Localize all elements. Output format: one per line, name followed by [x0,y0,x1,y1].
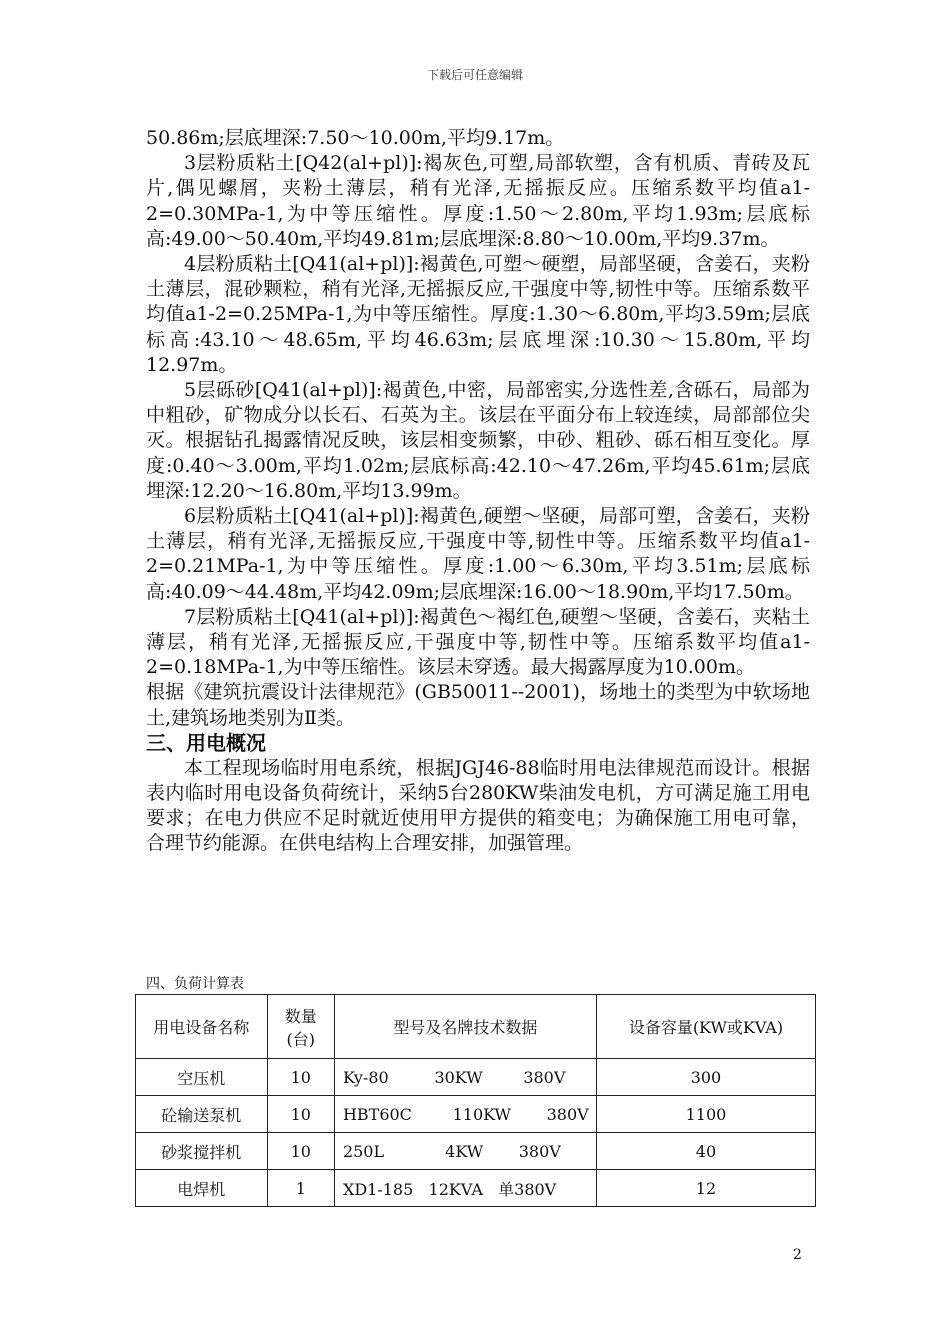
cell-quantity: 10 [267,1096,334,1133]
table-row [136,1170,816,1207]
paragraph-layer6: 6层粉质粘土[Q41(al+pl)]:褐黄色,硬塑～坚硬，局部可塑，含姜石，夹粉土薄层，稍有光泽,无摇振反应,干强度中等,韧性中等。压缩系数平均值a1-2=0.21MPa-1,为中等压缩性。厚度:1.00～6.30m,平均3.51m;层底标高:40.09～44.48m,平均42.09m;层底埋深:16.00～18.90m,平均17.50m。 [146,505,810,603]
cell-spec: Ky-80 30KW 380V [334,1059,596,1096]
paragraph-layer2-end: 50.86m;层底埋深:7.50～10.00m,平均9.17m。 [146,127,565,149]
cell-equipment: 砼输送泵机 [136,1096,268,1133]
cell-capacity: 1100 [596,1096,815,1133]
table-caption: 四、负荷计算表 [146,976,244,992]
table-header-row [136,995,816,1059]
cell-equipment: 电焊机 [136,1170,268,1207]
cell-capacity: 300 [596,1059,815,1096]
load-calculation-table [135,994,816,1207]
section-heading: 三、用电概况 [146,730,266,755]
header-cell-spec: 型号及名牌技术数据 [334,995,596,1059]
table-row [136,1059,816,1096]
paragraph-layer5: 5层砾砂[Q41(al+pl)]:褐黄色,中密，局部密实,分选性差,含砾石，局部为中粗砂，矿物成分以长石、石英为主。该层在平面分布上较连续，局部部位尖灭。根据钻孔揭露情况反映，该层相变频繁，中砂、粗砂、砾石相互变化。厚度:0.40～3.00m,平均1.02m;层底标高:42.10～47.26m,平均45.61m;层底埋深:12.20～16.80m,平均13.99m。 [146,379,810,502]
paragraph-layer4: 4层粉质粘土[Q41(al+pl)]:褐黄色,可塑～硬塑，局部坚硬，含姜石，夹粉土薄层，混砂颗粒，稍有光泽,无摇振反应,干强度中等,韧性中等。压缩系数平均值a1-2=0.25MPa-1,为中等压缩性。厚度:1.30～6.80m,平均3.59m;层底标高:43.10～48.65m,平均46.63m;层底埋深:10.30～15.80m,平均12.97m。 [146,253,810,376]
header-cell-equipment: 用电设备名称 [136,995,268,1059]
paragraph-seismic: 根据《建筑抗震设计法律规范》(GB50011--2001)，场地土的类型为中软场地土,建筑场地类别为Ⅱ类。 [146,681,810,729]
table-row [136,1096,816,1133]
cell-quantity: 10 [267,1133,334,1170]
cell-spec: HBT60C 110KW 380V [334,1096,596,1133]
page-header: 下载后可任意编辑 [426,68,523,82]
cell-spec: XD1-185 12KVA 单380V [334,1170,596,1207]
table-row [136,1133,816,1170]
cell-quantity: 10 [267,1059,334,1096]
cell-capacity: 12 [596,1170,815,1207]
header-cell-quantity: 数量(台) [267,995,334,1059]
cell-spec: 250L 4KW 380V [334,1133,596,1170]
cell-equipment: 空压机 [136,1059,268,1096]
cell-equipment: 砂浆搅拌机 [136,1133,268,1170]
cell-quantity: 1 [267,1170,334,1207]
page-number: 2 [793,1247,802,1263]
header-cell-capacity: 设备容量(KW或KVA) [596,995,815,1059]
paragraph-power-overview: 本工程现场临时用电系统，根据JGJ46-88临时用电法律规范而设计。根据表内临时用电设备负荷统计，采纳5台280KW柴油发电机，方可满足施工用电要求；在电力供应不足时就近使用甲方提供的箱变电；为确保施工用电可靠，合理节约能源。在供电结构上合理安排，加强管理。 [146,756,810,855]
paragraph-layer3: 3层粉质粘土[Q42(al+pl)]:褐灰色,可塑,局部软塑，含有机质、青砖及瓦片,偶见螺屑，夹粉土薄层，稍有光泽,无摇振反应。压缩系数平均值a1-2=0.30MPa-1,为中等压缩性。厚度:1.50～2.80m,平均1.93m;层底标高:49.00～50.40m,平均49.81m;层底埋深:8.80～10.00m,平均9.37m。 [146,152,810,250]
document-body [146,126,810,857]
paragraph-layer7: 7层粉质粘土[Q41(al+pl)]:褐黄色～褐红色,硬塑～坚硬，含姜石，夹粘土薄层，稍有光泽,无摇振反应,干强度中等,韧性中等。压缩系数平均值a1-2=0.18MPa-1,为中等压缩性。该层未穿透。最大揭露厚度为10.00m。 [146,605,810,679]
cell-capacity: 40 [596,1133,815,1170]
